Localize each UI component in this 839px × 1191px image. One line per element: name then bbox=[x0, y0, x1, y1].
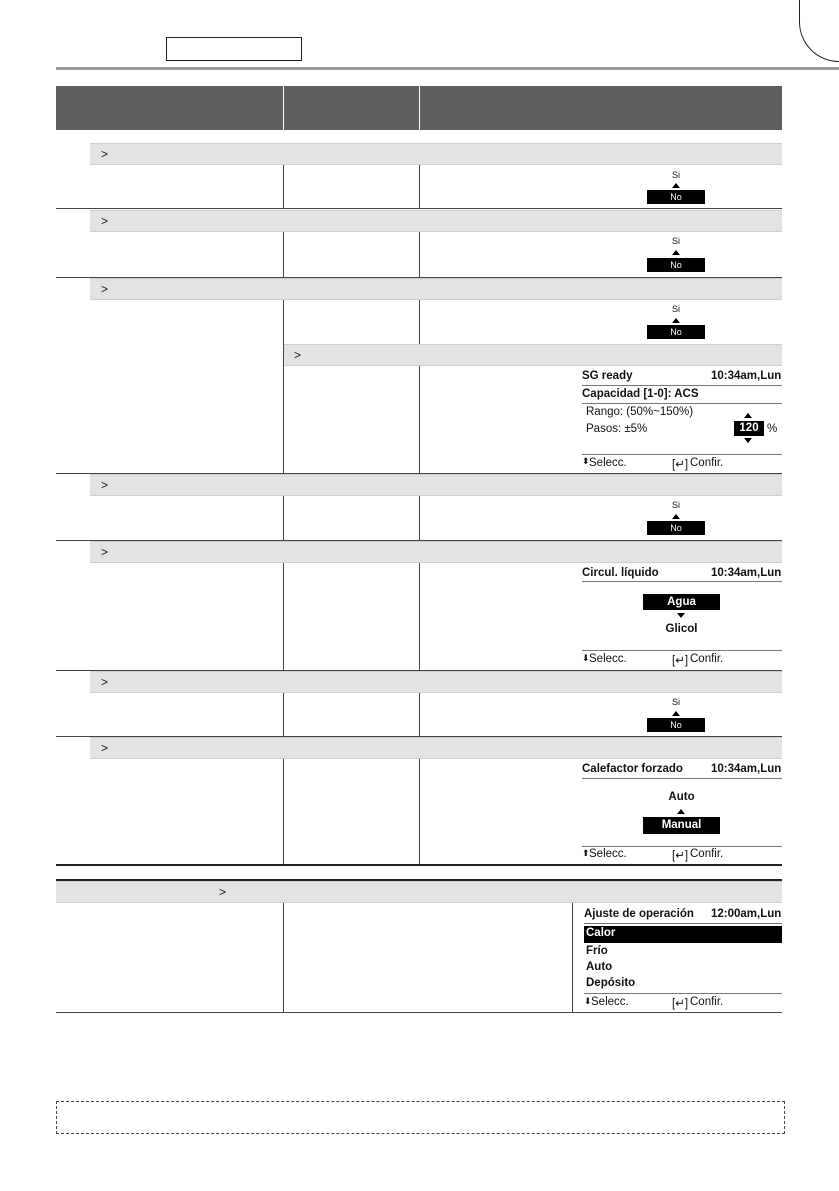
screen-title: Calefactor forzado bbox=[582, 763, 683, 775]
chevron-right-icon: > bbox=[101, 675, 109, 689]
screen-time: 10:34am,Lun bbox=[711, 567, 782, 579]
confirm-label: Confir. bbox=[690, 848, 724, 860]
screen-divider bbox=[582, 778, 782, 779]
screen-divider bbox=[582, 650, 782, 651]
column-divider bbox=[283, 300, 284, 473]
screen-time: 12:00am,Lun bbox=[711, 908, 782, 920]
chevron-right-icon: > bbox=[101, 741, 109, 755]
select-label: Selecc. bbox=[589, 848, 627, 860]
selected-option: Manual bbox=[643, 817, 720, 834]
section-bar bbox=[90, 210, 782, 232]
confirm-label: Confir. bbox=[690, 653, 724, 665]
chevron-right-icon: > bbox=[101, 478, 109, 492]
row-divider bbox=[56, 1012, 782, 1013]
column-divider bbox=[419, 693, 420, 736]
column-divider bbox=[419, 300, 420, 344]
column-divider bbox=[419, 232, 420, 277]
arrow-down-icon bbox=[744, 438, 752, 443]
screen-divider bbox=[582, 403, 782, 404]
screen-divider bbox=[584, 923, 782, 924]
option-si: Si bbox=[671, 500, 680, 510]
arrow-up-icon bbox=[677, 809, 685, 814]
column-divider bbox=[283, 232, 284, 277]
section-bar bbox=[90, 474, 782, 496]
chevron-right-icon: > bbox=[294, 348, 302, 362]
column-divider bbox=[419, 366, 420, 473]
header-label-box bbox=[166, 37, 302, 61]
section-bar bbox=[90, 278, 782, 300]
chevron-right-icon: > bbox=[219, 885, 227, 899]
chevron-right-icon: > bbox=[101, 147, 109, 161]
arrow-up-icon bbox=[744, 413, 752, 418]
column-divider bbox=[283, 496, 284, 540]
option-si: Si bbox=[671, 170, 680, 180]
table-header-divider bbox=[419, 86, 420, 130]
arrow-up-icon bbox=[672, 250, 680, 255]
unit: % bbox=[767, 423, 778, 435]
screen-divider bbox=[582, 581, 782, 582]
option-si: Si bbox=[671, 236, 680, 246]
section-bar bbox=[56, 881, 782, 903]
other-option: Auto bbox=[668, 791, 695, 803]
column-divider bbox=[419, 759, 420, 864]
arrow-up-icon bbox=[672, 711, 680, 716]
screen-title: Circul. líquido bbox=[582, 567, 659, 579]
enter-key-icon: [↵] bbox=[672, 998, 689, 1010]
select-label: Selecc. bbox=[591, 996, 629, 1008]
select-label: Selecc. bbox=[589, 457, 627, 469]
enter-key-icon: [↵] bbox=[672, 850, 689, 862]
arrow-up-icon bbox=[672, 183, 680, 188]
column-divider bbox=[572, 903, 573, 1012]
table-header-divider bbox=[283, 86, 284, 130]
column-divider bbox=[283, 563, 284, 670]
confirm-label: Confir. bbox=[690, 457, 724, 469]
menu-item: Frío bbox=[586, 945, 608, 957]
screen-title: SG ready bbox=[582, 370, 633, 382]
arrow-up-icon bbox=[672, 514, 680, 519]
section-bar bbox=[90, 737, 782, 759]
option-si: Si bbox=[671, 697, 680, 707]
updown-arrow-icon: ⬍ bbox=[582, 456, 590, 466]
row-divider bbox=[56, 208, 782, 209]
crop-mark bbox=[799, 0, 839, 62]
screen-range: Rango: (50%~150%) bbox=[586, 406, 694, 418]
enter-key-icon: [↵] bbox=[672, 655, 689, 667]
screen-time: 10:34am,Lun bbox=[711, 370, 782, 382]
down-arrow-icon: ⬇ bbox=[584, 996, 592, 1006]
option-no-selected: No bbox=[647, 718, 705, 732]
menu-item-label: Calor bbox=[586, 927, 616, 939]
chevron-right-icon: > bbox=[101, 545, 109, 559]
menu-item: Depósito bbox=[586, 977, 636, 989]
screen-title: Ajuste de operación bbox=[584, 908, 694, 920]
screen-divider bbox=[584, 993, 782, 994]
option-no-selected: No bbox=[647, 325, 705, 339]
screen-steps: Pasos: ±5% bbox=[586, 423, 648, 435]
option-no-selected: No bbox=[647, 521, 705, 535]
value-box: 120 bbox=[734, 421, 764, 436]
down-arrow-icon: ⬇ bbox=[582, 653, 590, 663]
menu-item: Auto bbox=[586, 961, 613, 973]
section-bar bbox=[90, 671, 782, 693]
column-divider bbox=[283, 693, 284, 736]
top-rule bbox=[56, 67, 839, 70]
column-divider bbox=[419, 496, 420, 540]
selected-option: Agua bbox=[643, 594, 720, 610]
arrow-down-icon bbox=[677, 613, 685, 618]
section-bar bbox=[90, 143, 782, 165]
select-label: Selecc. bbox=[589, 653, 627, 665]
chevron-right-icon: > bbox=[101, 214, 109, 228]
chevron-right-icon: > bbox=[101, 282, 109, 296]
enter-key-icon: [↵] bbox=[672, 459, 689, 471]
column-divider bbox=[283, 759, 284, 864]
confirm-label: Confir. bbox=[690, 996, 724, 1008]
column-divider bbox=[283, 903, 284, 1012]
section-bar bbox=[90, 541, 782, 563]
screen-divider bbox=[582, 385, 782, 386]
column-divider bbox=[419, 165, 420, 208]
other-option: Glicol bbox=[665, 623, 698, 635]
column-divider bbox=[419, 563, 420, 670]
option-no-selected: No bbox=[647, 258, 705, 272]
menu-item-selected bbox=[584, 926, 782, 943]
subsection-bar bbox=[284, 344, 782, 366]
note-box bbox=[56, 1101, 785, 1134]
section-divider bbox=[56, 864, 782, 866]
screen-divider bbox=[582, 846, 782, 847]
arrow-up-icon bbox=[672, 318, 680, 323]
screen-divider bbox=[582, 454, 782, 455]
option-no-selected: No bbox=[647, 190, 705, 204]
column-divider bbox=[283, 165, 284, 208]
option-si: Si bbox=[671, 304, 680, 314]
screen-time: 10:34am,Lun bbox=[711, 763, 782, 775]
up-arrow-icon: ⬆ bbox=[582, 848, 590, 858]
screen-capacity: Capacidad [1-0]: ACS bbox=[582, 388, 699, 400]
